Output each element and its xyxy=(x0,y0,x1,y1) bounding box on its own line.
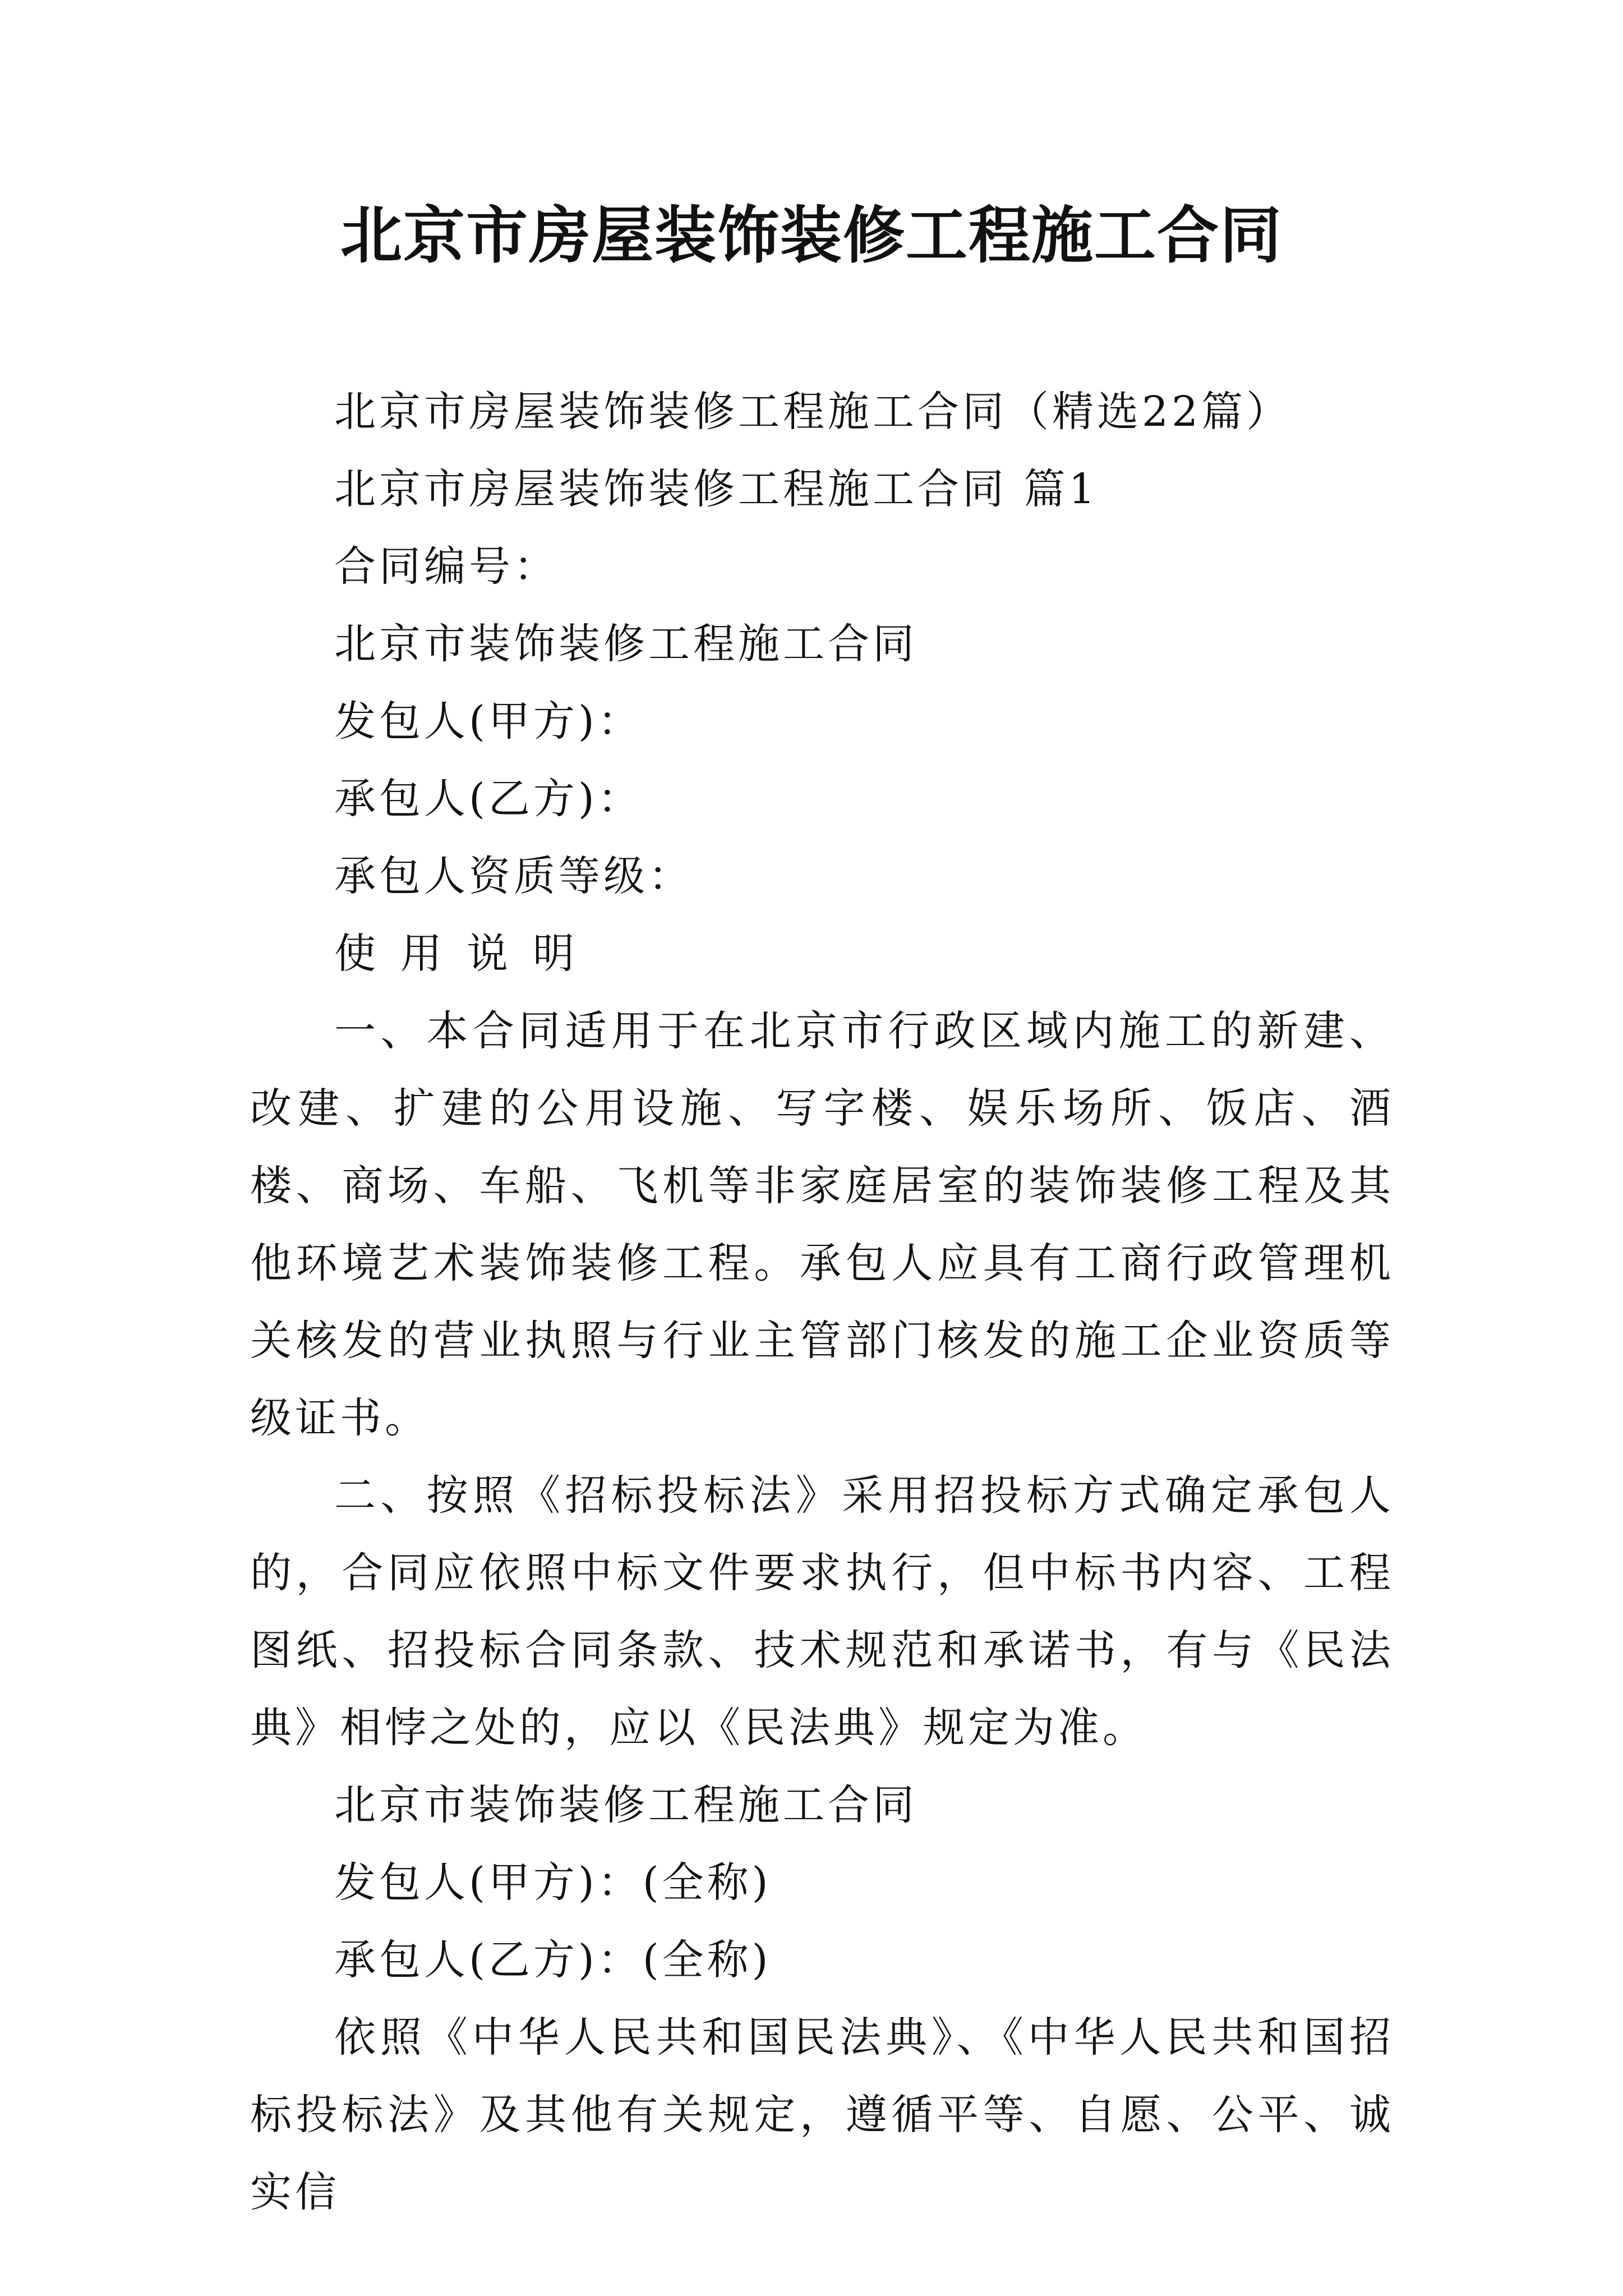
preamble-paragraph: 依照《中华人民共和国民法典》、《中华人民共和国招标投标法》及其他有关规定，遵循平等、自愿、公平、诚实信 xyxy=(250,2013,1394,2216)
section-heading: 北京市房屋装饰装修工程施工合同 篇1 xyxy=(334,465,1099,513)
party-b-fullname-label: 承包人(乙方)：(全称) xyxy=(334,1936,772,1984)
party-a-fullname-label: 发包人(甲方)：(全称) xyxy=(334,1858,772,1907)
document-title: 北京市房屋装饰装修工程施工合同 xyxy=(340,199,1283,272)
subtitle-line: 北京市房屋装饰装修工程施工合同（精选22篇） xyxy=(334,388,1292,436)
document-body xyxy=(250,373,1394,2231)
party-b-label: 承包人(乙方)： xyxy=(334,775,643,823)
contract-name: 北京市装饰装修工程施工合同 xyxy=(334,620,917,668)
contract-number-label: 合同编号： xyxy=(334,542,559,591)
qualification-label: 承包人资质等级： xyxy=(334,852,693,900)
party-a-label: 发包人(甲方)： xyxy=(334,697,643,746)
contract-name-repeat: 北京市装饰装修工程施工合同 xyxy=(334,1781,917,1829)
usage-notes-heading: 使用说明 xyxy=(334,930,599,978)
usage-note-2: 二、按照《招标投标法》采用招投标方式确定承包人的，合同应依照中标文件要求执行，但中标书内容、工程图纸、招投标合同条款、技术规范和承诺书，有与《民法典》相悖之处的，应以《民法典》规定为准。 xyxy=(250,1471,1394,1752)
usage-note-1: 一、本合同适用于在北京市行政区域内施工的新建、改建、扩建的公用设施、写字楼、娱乐场所、饭店、酒楼、商场、车船、飞机等非家庭居室的装饰装修工程及其他环境艺术装饰装修工程。承包人应具有工商行政管理机关核发的营业执照与行业主管部门核发的施工企业资质等级证书。 xyxy=(250,1007,1394,1442)
